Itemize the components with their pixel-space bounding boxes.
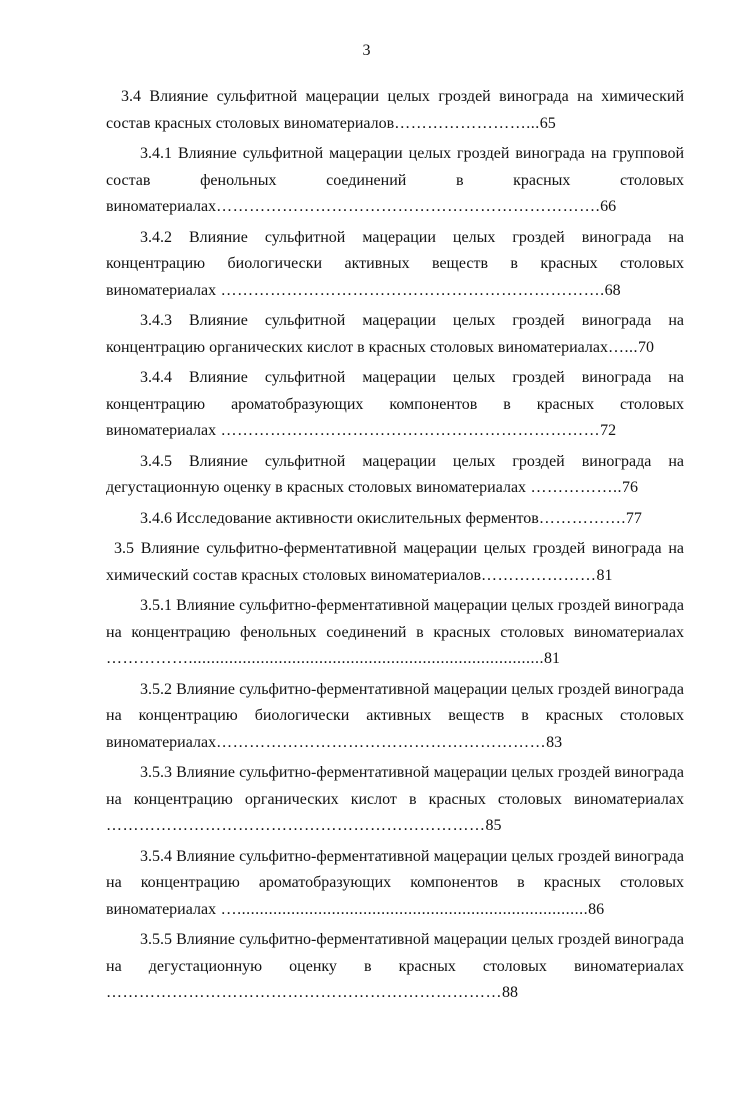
toc-page-number: 68 [604, 281, 621, 299]
toc-leader: ……………………... [394, 114, 540, 132]
toc-page-number: 86 [588, 900, 605, 918]
toc-leader: ……………............................................................................... [106, 650, 544, 667]
toc-entry-3-4[interactable] [106, 84, 684, 137]
toc-entry-3-5-5[interactable] [106, 927, 684, 1007]
toc-entry-3-5-2[interactable] [106, 677, 684, 757]
toc-leader: ……………. [538, 509, 626, 527]
toc-page-number: 81 [544, 650, 560, 667]
toc-leader: …………………………………………………………… [216, 422, 601, 439]
toc-entry-3-5[interactable] [106, 536, 684, 589]
toc-entry-3-5-1[interactable] [106, 593, 684, 673]
toc-page-number: 77 [625, 509, 642, 527]
toc-page-number: 65 [539, 114, 556, 132]
toc-title: 3.4.3 Влияние сульфитной мацерации целых гроздей винограда на концентрацию органических кислот в красных столовых виноматериалах [106, 312, 684, 356]
toc-page-number: 83 [546, 733, 563, 751]
toc-leader: …………………………………………………………… [106, 817, 486, 834]
toc-title: 3.4.2 Влияние сульфитной мацерации целых гроздей винограда на концентрацию биологически активных веществ в красных столовых виноматериалах [106, 228, 684, 299]
table-of-contents [106, 84, 684, 1007]
toc-leader: …... [607, 338, 638, 356]
toc-page-number: 85 [485, 817, 502, 834]
toc-title: 3.5.3 Влияние сульфитно-ферментативной мацерации целых гроздей винограда на концентрацию органических кислот в красных столовых виноматериалах [106, 764, 684, 808]
toc-entry-3-4-5[interactable] [106, 449, 684, 502]
toc-leader: ……………………………………………………………… [106, 984, 502, 1001]
toc-title: 3.4.4 Влияние сульфитной мацерации целых гроздей винограда на концентрацию ароматобразующих компонентов в красных столовых виноматериалах [106, 369, 684, 439]
toc-title: 3.4.5 Влияние сульфитной мацерации целых гроздей винограда на дегустационную оценку в красных столовых виноматериалах [106, 452, 684, 496]
toc-title: 3.5.2 Влияние сульфитно-ферментативной мацерации целых гроздей винограда на концентрацию биологически активных веществ в красных столовых виноматериалах [106, 680, 684, 751]
toc-title: 3.5.1 Влияние сульфитно-ферментативной мацерации целых гроздей винограда на концентрацию фенольных соединений в красных столовых виноматериалах [106, 597, 684, 641]
toc-leader: …………………………………………………… [216, 733, 547, 751]
toc-title: 3.5 Влияние сульфитно-ферментативной мацерации целых гроздей винограда на химический состав красных столовых виноматериалов [106, 540, 684, 584]
toc-entry-3-4-4[interactable] [106, 365, 684, 445]
toc-page-number: 70 [637, 338, 654, 356]
toc-entry-3-5-4[interactable] [106, 844, 684, 924]
toc-entry-3-5-3[interactable] [106, 760, 684, 840]
toc-page-number: 88 [502, 984, 518, 1001]
page-number: 3 [362, 42, 371, 59]
toc-leader: ………………… [481, 566, 597, 584]
toc-title: 3.4.6 Исследование активности окислительных ферментов [140, 509, 539, 527]
toc-title: 3.5.4 Влияние сульфитно-ферментативной мацерации целых гроздей винограда на концентрацию ароматобразующих компонентов в красных столовых виноматериалах [106, 847, 684, 918]
toc-title: 3.4 Влияние сульфитной мацерации целых гроздей винограда на химический состав красных столовых виноматериалов [106, 88, 684, 132]
toc-title: 3.4.1 Влияние сульфитной мацерации целых гроздей винограда на групповой состав фенольных соединений в красных столовых виноматериалах [106, 145, 684, 215]
toc-leader: ….............................................................................. [216, 900, 589, 918]
toc-page-number: 66 [600, 198, 617, 215]
toc-title: 3.5.5 Влияние сульфитно-ферментативной мацерации целых гроздей винограда на дегустационную оценку в красных столовых виноматериалах [106, 931, 684, 975]
toc-entry-3-4-6[interactable] [106, 506, 684, 533]
toc-page-number: 81 [596, 566, 613, 584]
toc-page-number: 72 [600, 422, 617, 439]
toc-leader: …………….. [526, 479, 623, 496]
toc-entry-3-4-3[interactable] [106, 308, 684, 361]
toc-page-number: 76 [622, 479, 639, 496]
toc-entry-3-4-1[interactable] [106, 141, 684, 221]
toc-leader: ……………………………………………………………. [216, 198, 601, 215]
toc-entry-3-4-2[interactable] [106, 225, 684, 305]
toc-leader: ……………………………………………………………. [216, 281, 605, 299]
